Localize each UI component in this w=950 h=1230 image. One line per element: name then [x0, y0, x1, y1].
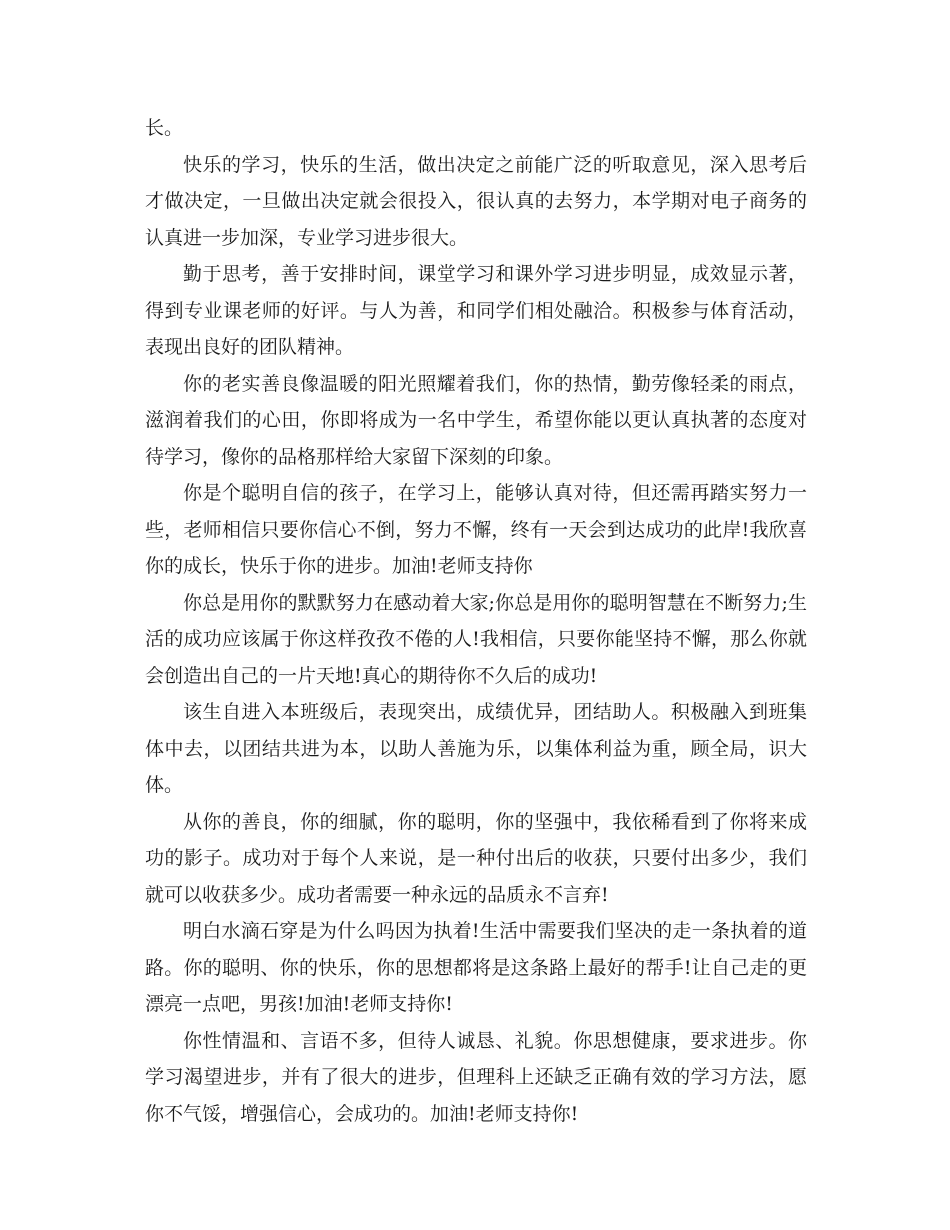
document-body: [145, 110, 807, 1132]
paragraph: 你是个聪明自信的孩子，在学习上，能够认真对待，但还需再踏实努力一些，老师相信只要你信心不倒，努力不懈，终有一天会到达成功的此岸!我欣喜你的成长，快乐于你的进步。加油!老师支持你: [145, 482, 807, 577]
paragraph: 明白水滴石穿是为什么吗因为执着!生活中需要我们坚决的走一条执着的道路。你的聪明、你的快乐，你的思想都将是这条路上最好的帮手!让自己走的更漂亮一点吧，男孩!加油!老师支持你!: [145, 920, 807, 1015]
paragraph: 快乐的学习，快乐的生活，做出决定之前能广泛的听取意见，深入思考后才做决定，一旦做出决定就会很投入，很认真的去努力，本学期对电子商务的认真进一步加深，专业学习进步很大。: [145, 153, 807, 249]
paragraph: 勤于思考，善于安排时间，课堂学习和课外学习进步明显，成效显示著，得到专业课老师的好评。与人为善，和同学们相处融洽。积极参与体育活动，表现出良好的团队精神。: [145, 263, 807, 358]
paragraph: 从你的善良，你的细腻，你的聪明，你的坚强中，我依稀看到了你将来成功的影子。成功对于每个人来说，是一种付出后的收获，只要付出多少，我们就可以收获多少。成功者需要一种永远的品质永不言弃!: [145, 810, 807, 906]
paragraph: 你的老实善良像温暖的阳光照耀着我们，你的热情，勤劳像轻柔的雨点，滋润着我们的心田，你即将成为一名中学生，希望你能以更认真执著的态度对待学习，像你的品格那样给大家留下深刻的印象。: [145, 372, 807, 468]
paragraph: 该生自进入本班级后，表现突出，成绩优异，团结助人。积极融入到班集体中去，以团结共进为本，以助人善施为乐，以集体利益为重，顾全局，识大体。: [145, 701, 807, 796]
paragraph: 你总是用你的默默努力在感动着大家;你总是用你的聪明智慧在不断努力;生活的成功应该属于你这样孜孜不倦的人!我相信，只要你能坚持不懈，那么你就会创造出自己的一片天地!真心的期待你不久后的成功!: [145, 591, 807, 687]
paragraph-continuation: 长。: [145, 117, 184, 139]
paragraph: 你性情温和、言语不多，但待人诚恳、礼貌。你思想健康，要求进步。你学习渴望进步，并有了很大的进步，但理科上还缺乏正确有效的学习方法，愿你不气馁，增强信心，会成功的。加油!老师支持你!: [145, 1029, 807, 1125]
